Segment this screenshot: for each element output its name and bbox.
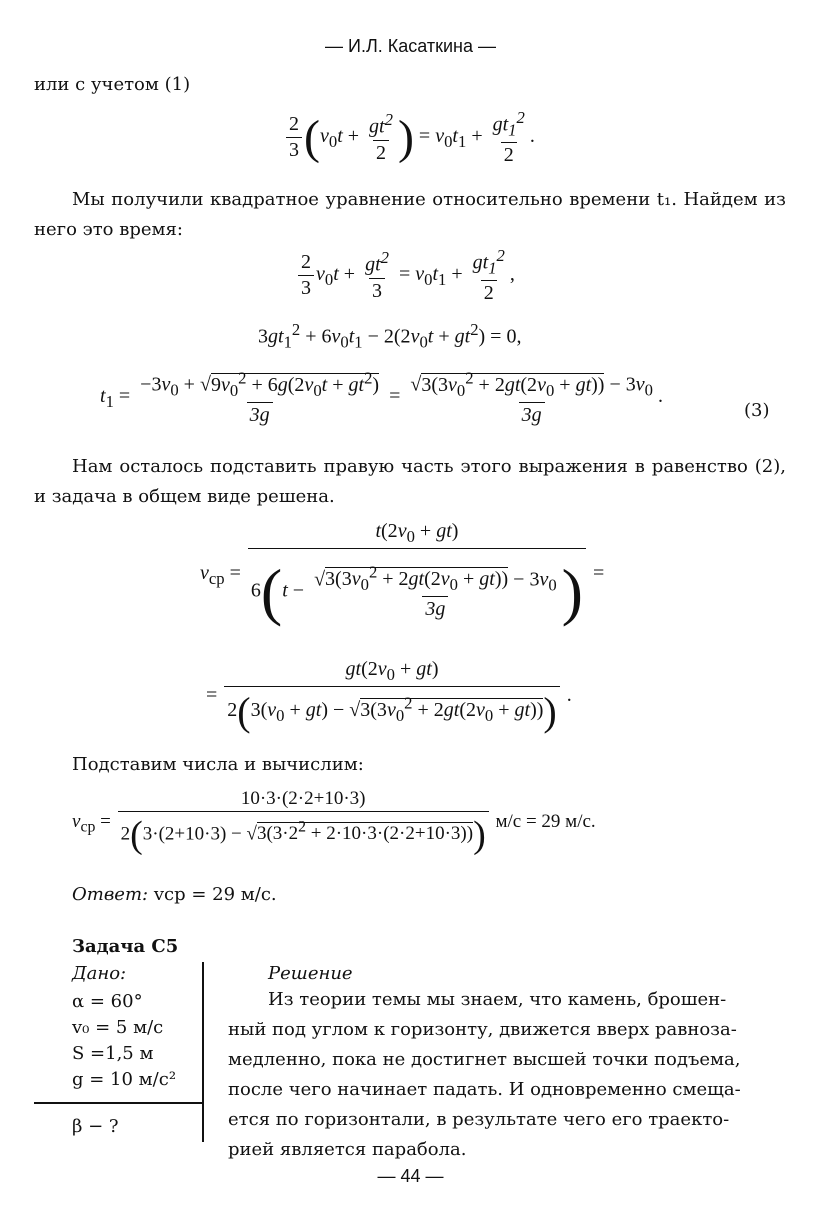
- answer-value: vср = 29 м/с.: [153, 884, 277, 905]
- solution-line: Из теории темы мы знаем, что камень, брошен-: [268, 989, 727, 1010]
- intro-text: или с учетом (1): [34, 74, 191, 95]
- given-divider-horizontal: [34, 1102, 203, 1104]
- given-v0: v₀ = 5 м/с: [72, 1017, 164, 1038]
- equation-e: $v_{ср}$ = $t(2v_0 + gt)$ 6(t − $\frac{√3(3v_0^2 + 2gt(2v_0 + gt)) - 3v_0}{3g}$ ) =: [200, 520, 605, 627]
- solution-line: ный под углом к горизонту, движется вверх равноза-: [228, 1019, 737, 1040]
- find-target: β − ?: [72, 1116, 119, 1137]
- page-number: — 44 —: [377, 1166, 444, 1186]
- equation-b: $\frac{2}{3}$ $v_0t$ + $\frac{gt^2}{3}$ = $v_0t_1$ + $\frac{gt_1^2}{2}$ ,: [296, 246, 515, 305]
- answer-line: [72, 880, 277, 910]
- running-header: — И.Л. Касаткина —: [325, 36, 496, 56]
- problem-title: Задача С5: [72, 936, 179, 957]
- given-label: Дано:: [72, 963, 127, 984]
- equation-f: = $\frac{gt(2v_0 + gt)}{2(3(v_0 + gt) - √3(3v_0^2 + 2gt(2v_0 + gt)))}$ .: [206, 658, 572, 734]
- equation-a: $\frac{2}{3}$ ($v_0t$ + $\frac{gt^2}{2}$ ) = $v_0t_1$ + $\frac{gt_1^2}{2}$ .: [284, 108, 535, 167]
- equation-number-3: (3): [744, 400, 770, 421]
- given-alpha: α = 60°: [72, 991, 143, 1012]
- paragraph-quadratic: Мы получили квадратное уравнение относительно времени t₁. Найдем из него это время:: [34, 189, 786, 240]
- answer-label: Ответ:: [72, 884, 149, 905]
- given-divider-vertical: [202, 962, 204, 1142]
- given-g: g = 10 м/с²: [72, 1069, 177, 1090]
- solution-text: [228, 985, 788, 1165]
- solution-line: ется по горизонтали, в результате чего его траекто-: [228, 1109, 730, 1130]
- paragraph-substitute: Нам осталось подставить правую часть этого выражения в равенство (2), и задача в общем виде решена.: [34, 456, 786, 507]
- paragraph-compute: Подставим числа и вычислим:: [72, 754, 364, 775]
- equation-d: $t_1$ = $\frac{-3v_0 + √9v_0^2 + 6g(2v_0t + gt^2)}{3g}$ = $\frac{√3(3v_0^2 + 2gt(2v_0 + gt)) - 3v_0}{3g}$ .: [100, 368, 663, 426]
- given-s: S =1,5 м: [72, 1043, 154, 1064]
- solution-line: рией является парабола.: [228, 1139, 467, 1160]
- solution-label: Решение: [268, 963, 353, 984]
- equation-g: $v_{ср}$ = $\frac{10\cdot 3\cdot(2\cdot 2+10\cdot 3)}{2(3\cdot(2+10\cdot 3) - √3(3\cdot 2^2 + 2\cdot 10\cdot 3\cdot(2\cdot 2+10\cdot 3)))}$ м/с = 29 м/с.: [72, 788, 596, 856]
- solution-line: медленно, пока не достигнет высшей точки подъема,: [228, 1049, 741, 1070]
- equation-c: $3gt_1^2 + 6v_0t_1 - 2(2v_0t + gt^2) = 0$,: [258, 320, 522, 352]
- solution-line: после чего начинает падать. И одновременно смеща-: [228, 1079, 741, 1100]
